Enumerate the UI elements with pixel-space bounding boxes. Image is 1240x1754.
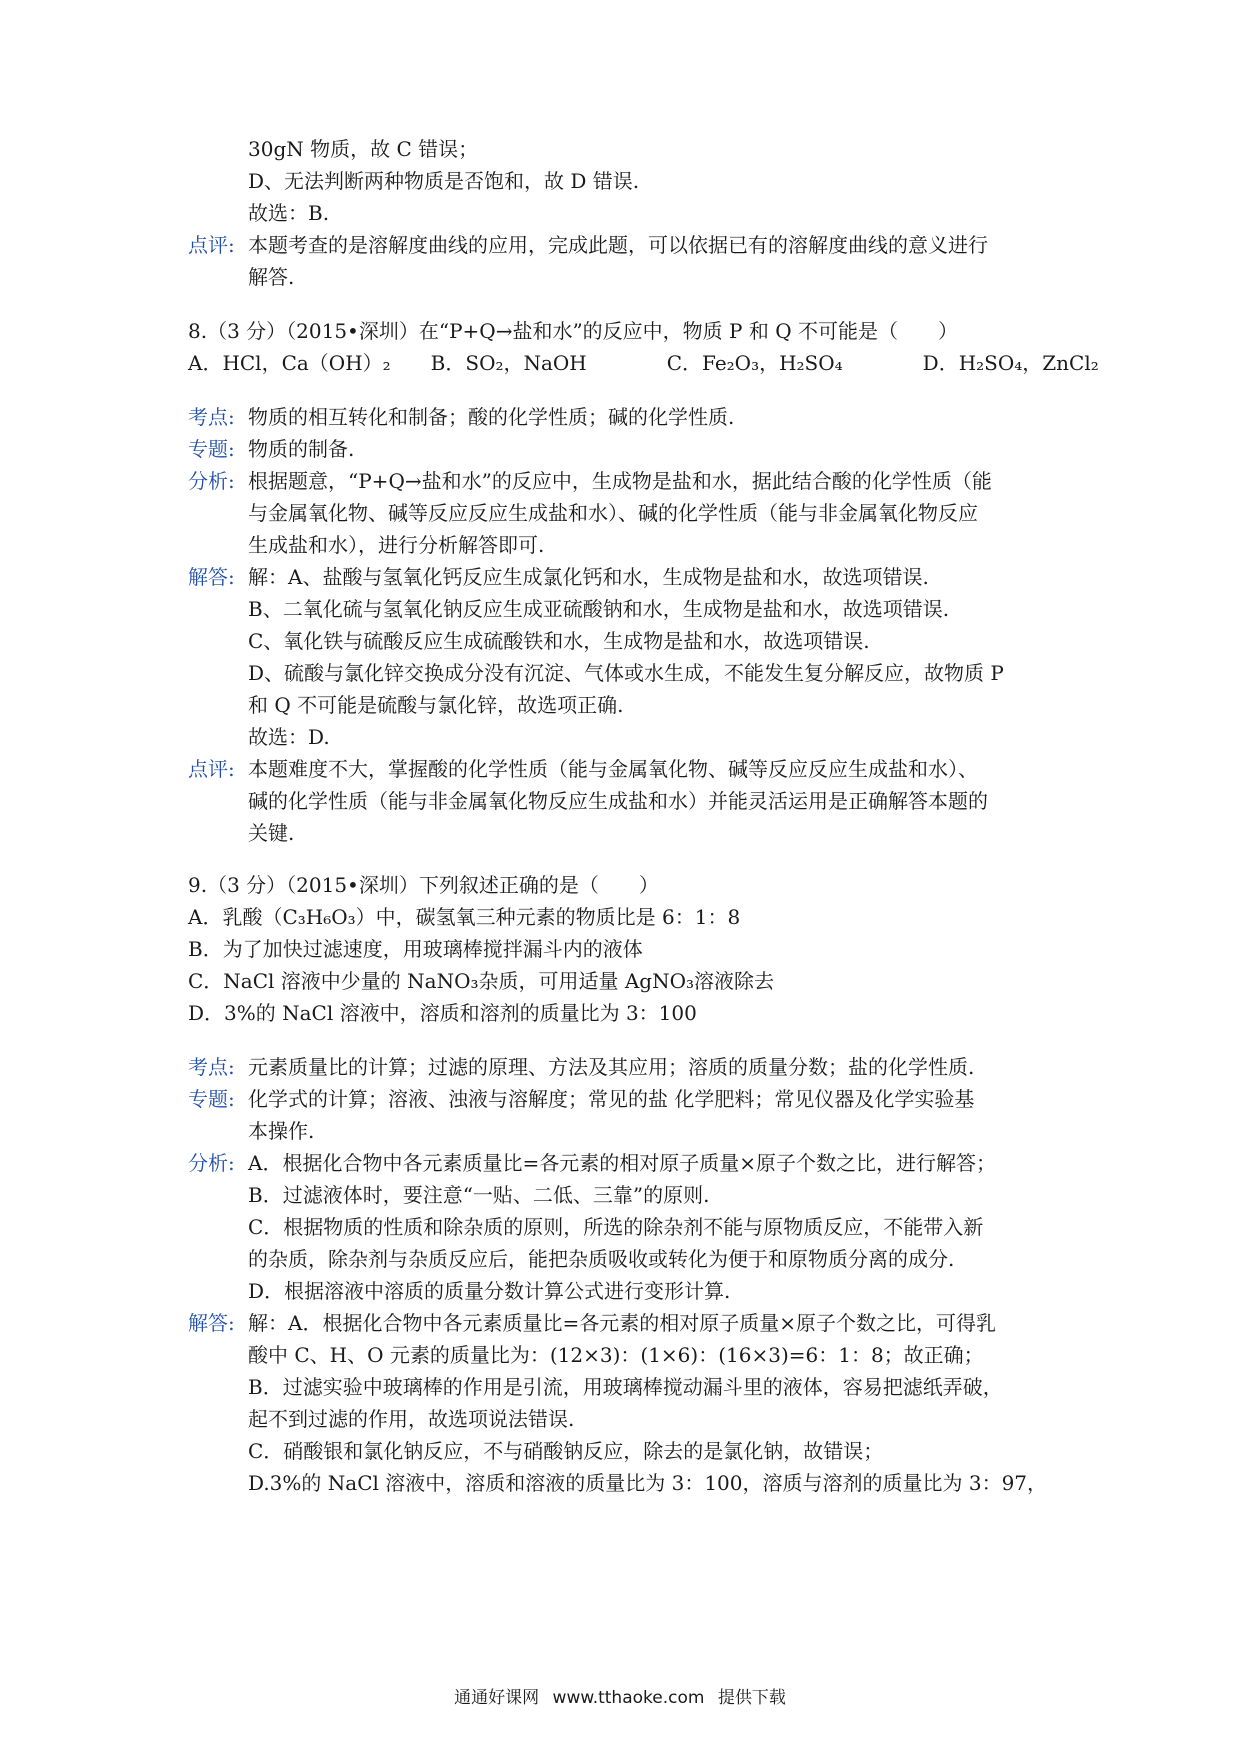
question-9-option-c: C．NaCl 溶液中少量的 NaNO₃杂质，可用适量 AgNO₃溶液除去	[188, 969, 774, 993]
text-line: 根据题意，“P+Q→盐和水”的反应中，生成物是盐和水，据此结合酸的化学性质（能	[248, 469, 992, 493]
section-label-dianping: 点评:	[188, 233, 235, 257]
text-line: 本题考查的是溶解度曲线的应用，完成此题，可以依据已有的溶解度曲线的意义进行	[248, 233, 988, 257]
text-line: 30gN 物质，故 C 错误；	[248, 137, 479, 161]
section-label-zhuanti: 专题:	[188, 437, 235, 461]
section-label-fenxi: 分析:	[188, 469, 235, 493]
text-line: 本操作.	[248, 1119, 315, 1143]
text-line: D、无法判断两种物质是否饱和，故 D 错误.	[248, 169, 640, 193]
section-label-kaodian: 考点:	[188, 405, 235, 429]
text-line: 化学式的计算；溶液、浊液与溶解度；常见的盐 化学肥料；常见仪器及化学实验基	[248, 1087, 975, 1111]
text-line: 解：A．根据化合物中各元素质量比=各元素的相对原子质量×原子个数之比，可得乳	[248, 1311, 996, 1335]
text-line: 本题难度不大，掌握酸的化学性质（能与金属氧化物、碱等反应反应生成盐和水）、	[248, 757, 978, 781]
text-line: 关键.	[248, 821, 295, 845]
question-9-option-a: A．乳酸（C₃H₆O₃）中，碳氢氧三种元素的物质比是 6：1：8	[188, 905, 741, 929]
question-8-stem: 8.（3 分）（2015•深圳）在“P+Q→盐和水”的反应中，物质 P 和 Q 不可能是（ ）	[188, 319, 958, 343]
text-line: 和 Q 不可能是硫酸与氯化锌，故选项正确.	[248, 693, 624, 717]
text-line: 解答.	[248, 265, 295, 289]
text-line: D、硫酸与氯化锌交换成分没有沉淀、气体或水生成，不能发生复分解反应，故物质 P	[248, 661, 1004, 685]
question-9-option-b: B．为了加快过滤速度，用玻璃棒搅拌漏斗内的液体	[188, 937, 643, 961]
text-line: C．硝酸银和氯化钠反应，不与硝酸钠反应，除去的是氯化钠，故错误；	[248, 1439, 884, 1463]
footer-note: 提供下载	[717, 1688, 786, 1708]
text-line: C、氧化铁与硫酸反应生成硫酸铁和水，生成物是盐和水，故选项错误.	[248, 629, 870, 653]
section-label-dianping: 点评:	[188, 757, 235, 781]
section-label-jieda: 解答:	[188, 565, 235, 589]
text-line: B．过滤实验中玻璃棒的作用是引流，用玻璃棒搅动漏斗里的液体，容易把滤纸弄破，	[248, 1375, 1003, 1399]
text-line: D.3%的 NaCl 溶液中，溶质和溶液的质量比为 3：100，溶质与溶剂的质量比为 3：97，	[248, 1471, 1048, 1495]
text-line: B．过滤液体时，要注意“一贴、二低、三靠”的原则.	[248, 1183, 710, 1207]
text-line: 元素质量比的计算；过滤的原理、方法及其应用；溶质的质量分数；盐的化学性质.	[248, 1055, 975, 1079]
text-line: 故选：D.	[248, 725, 330, 749]
text-line: 故选：B.	[248, 201, 330, 225]
footer-url[interactable]: www.tthaoke.com	[552, 1688, 705, 1708]
question-8-options: A．HCl，Ca（OH）₂ B．SO₂，NaOH C．Fe₂O₃，H₂SO₄ D．H₂SO₄，ZnCl₂	[188, 351, 1099, 375]
text-line: A．根据化合物中各元素质量比=各元素的相对原子质量×原子个数之比，进行解答；	[248, 1151, 996, 1175]
text-line: C．根据物质的性质和除杂质的原则，所选的除杂剂不能与原物质反应，不能带入新	[248, 1215, 984, 1239]
text-line: D．根据溶液中溶质的质量分数计算公式进行变形计算.	[248, 1279, 731, 1303]
text-line: 碱的化学性质（能与非金属氧化物反应生成盐和水）并能灵活运用是正确解答本题的	[248, 789, 988, 813]
section-label-kaodian: 考点:	[188, 1055, 235, 1079]
text-line: 酸中 C、H、O 元素的质量比为：(12×3)：(1×6)：(16×3)=6：1：8；故正确；	[248, 1343, 984, 1367]
text-line: 的杂质，除杂剂与杂质反应后，能把杂质吸收或转化为便于和原物质分离的成分.	[248, 1247, 955, 1271]
text-line: 物质的制备.	[248, 437, 355, 461]
question-9-option-d: D．3%的 NaCl 溶液中，溶质和溶剂的质量比为 3：100	[188, 1001, 697, 1025]
page-footer	[0, 1683, 1240, 1708]
footer-site-name: 通通好课网	[454, 1688, 540, 1708]
text-line: 起不到过滤的作用，故选项说法错误.	[248, 1407, 575, 1431]
section-label-jieda: 解答:	[188, 1311, 235, 1335]
text-line: 生成盐和水），进行分析解答即可.	[248, 533, 545, 557]
question-9-stem: 9.（3 分）（2015•深圳）下列叙述正确的是（ ）	[188, 873, 659, 897]
text-line: 物质的相互转化和制备；酸的化学性质；碱的化学性质.	[248, 405, 735, 429]
section-label-zhuanti: 专题:	[188, 1087, 235, 1111]
text-line: 与金属氧化物、碱等反应反应生成盐和水）、碱的化学性质（能与非金属氧化物反应	[248, 501, 978, 525]
text-line: B、二氧化硫与氢氧化钠反应生成亚硫酸钠和水，生成物是盐和水，故选项错误.	[248, 597, 950, 621]
text-line: 解：A、盐酸与氢氧化钙反应生成氯化钙和水，生成物是盐和水，故选项错误.	[248, 565, 929, 589]
section-label-fenxi: 分析:	[188, 1151, 235, 1175]
